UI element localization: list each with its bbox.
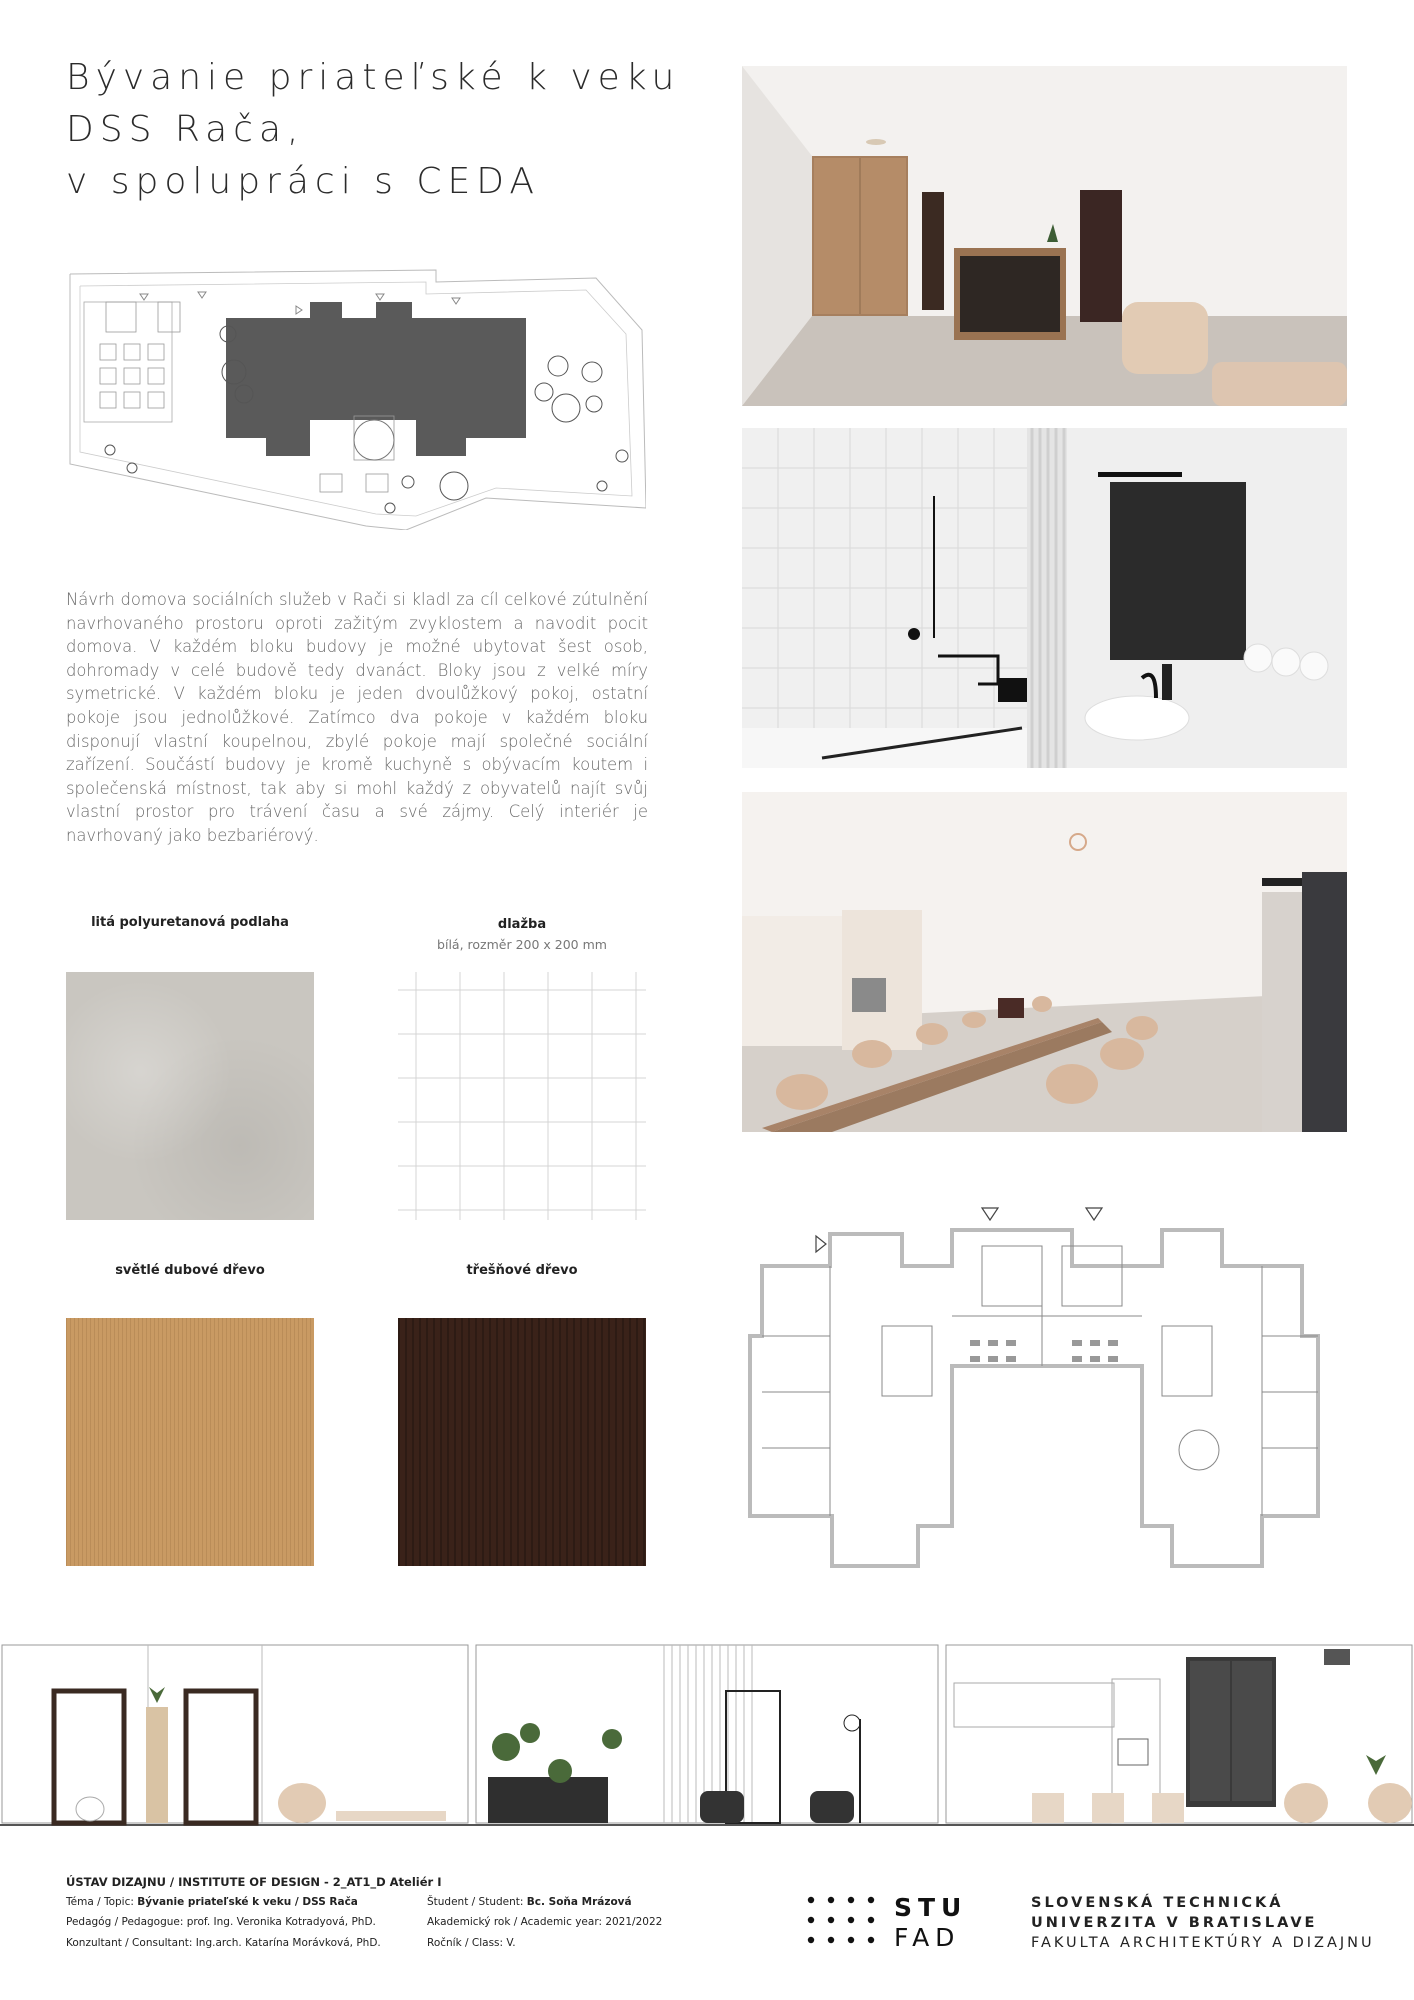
academic-year-line: Akademický rok / Academic year: 2021/2022 [427, 1916, 663, 1928]
material-label-cherry: třešňové dřevo [466, 1263, 578, 1278]
topic-value: Bývanie priateľské k veku / DSS Rača [137, 1896, 358, 1908]
student-line [427, 1891, 632, 1913]
render-kitchen [742, 792, 1347, 1132]
material-label-tile: dlažba [497, 917, 547, 932]
title-line-3: v spolupráci s CEDA [66, 161, 540, 202]
floor-plan [742, 1206, 1348, 1570]
page-title [66, 52, 706, 208]
material-swatch-cherry [398, 1318, 646, 1566]
material-swatch-tile [398, 972, 646, 1220]
consultant-line: Konzultant / Consultant: Ing.arch. Katarína Morávková, PhD. [66, 1937, 381, 1949]
student-value: Bc. Soňa Mrázová [526, 1896, 632, 1908]
institute-label: ÚSTAV DIZAJNU / INSTITUTE OF DESIGN - 2_AT1_D Ateliér I [66, 1875, 442, 1889]
render-bathroom [742, 428, 1347, 768]
topic-label: Téma / Topic: [66, 1896, 134, 1908]
faculty-line: FAKULTA ARCHITEKTÚRY A DIZAJNU [1031, 1935, 1375, 1951]
topic-line [66, 1891, 358, 1913]
site-plan [66, 268, 646, 530]
title-line-2: DSS Rača, [66, 109, 305, 150]
material-swatch-oak [66, 1318, 314, 1566]
class-line: Ročník / Class: V. [427, 1937, 516, 1949]
material-label-floor: litá polyuretanová podlaha [91, 915, 289, 930]
pedagogue-line: Pedagóg / Pedagogue: prof. Ing. Veronika Kotradyová, PhD. [66, 1916, 376, 1928]
render-room [742, 66, 1347, 406]
title-line-1: Bývanie priateľské k veku [66, 57, 681, 98]
student-label: Študent / Student: [427, 1896, 524, 1908]
material-label-oak: světlé dubové dřevo [115, 1263, 265, 1278]
logo-fad: FAD [894, 1923, 961, 1952]
project-description: Návrh domova sociálních služeb v Rači si kladl za cíl celkové zútulnění navrhovaného prostoru oproti zažitým zvyklostem a navodit pocit domova. V každém bloku budovy je možné ubytovat šest osob, dohromady v celé budově tedy dvanáct. Bloky jsou z velké míry symetrické. V každém bloku je jeden dvoulůžkový pokoj, ostatní pokoje jsou jednolůžkové. Zatímco dva pokoje v každém bloku disponují vlastní koupelnou, zbylé pokoje mají společné sociální zařízení. Součástí budovy je kromě kuchyně s obývacím koutem i společenská místnost, tak aby si mohl každý z obyvatelů najít svůj vlastní prostor pro trávení času a své zájmy. Celý interiér je navrhovaný jako bezbariérový. [66, 590, 648, 845]
material-sublabel-tile: bílá, rozměr 200 x 200 mm [437, 937, 607, 952]
interior-elevations [0, 1643, 1414, 1827]
logo-stu: STU [894, 1893, 968, 1922]
material-swatch-floor [66, 972, 314, 1220]
university-line-1: SLOVENSKÁ TECHNICKÁ [1031, 1895, 1284, 1911]
university-line-2: UNIVERZITA V BRATISLAVE [1031, 1915, 1318, 1931]
stu-dots-logo [806, 1894, 892, 1950]
